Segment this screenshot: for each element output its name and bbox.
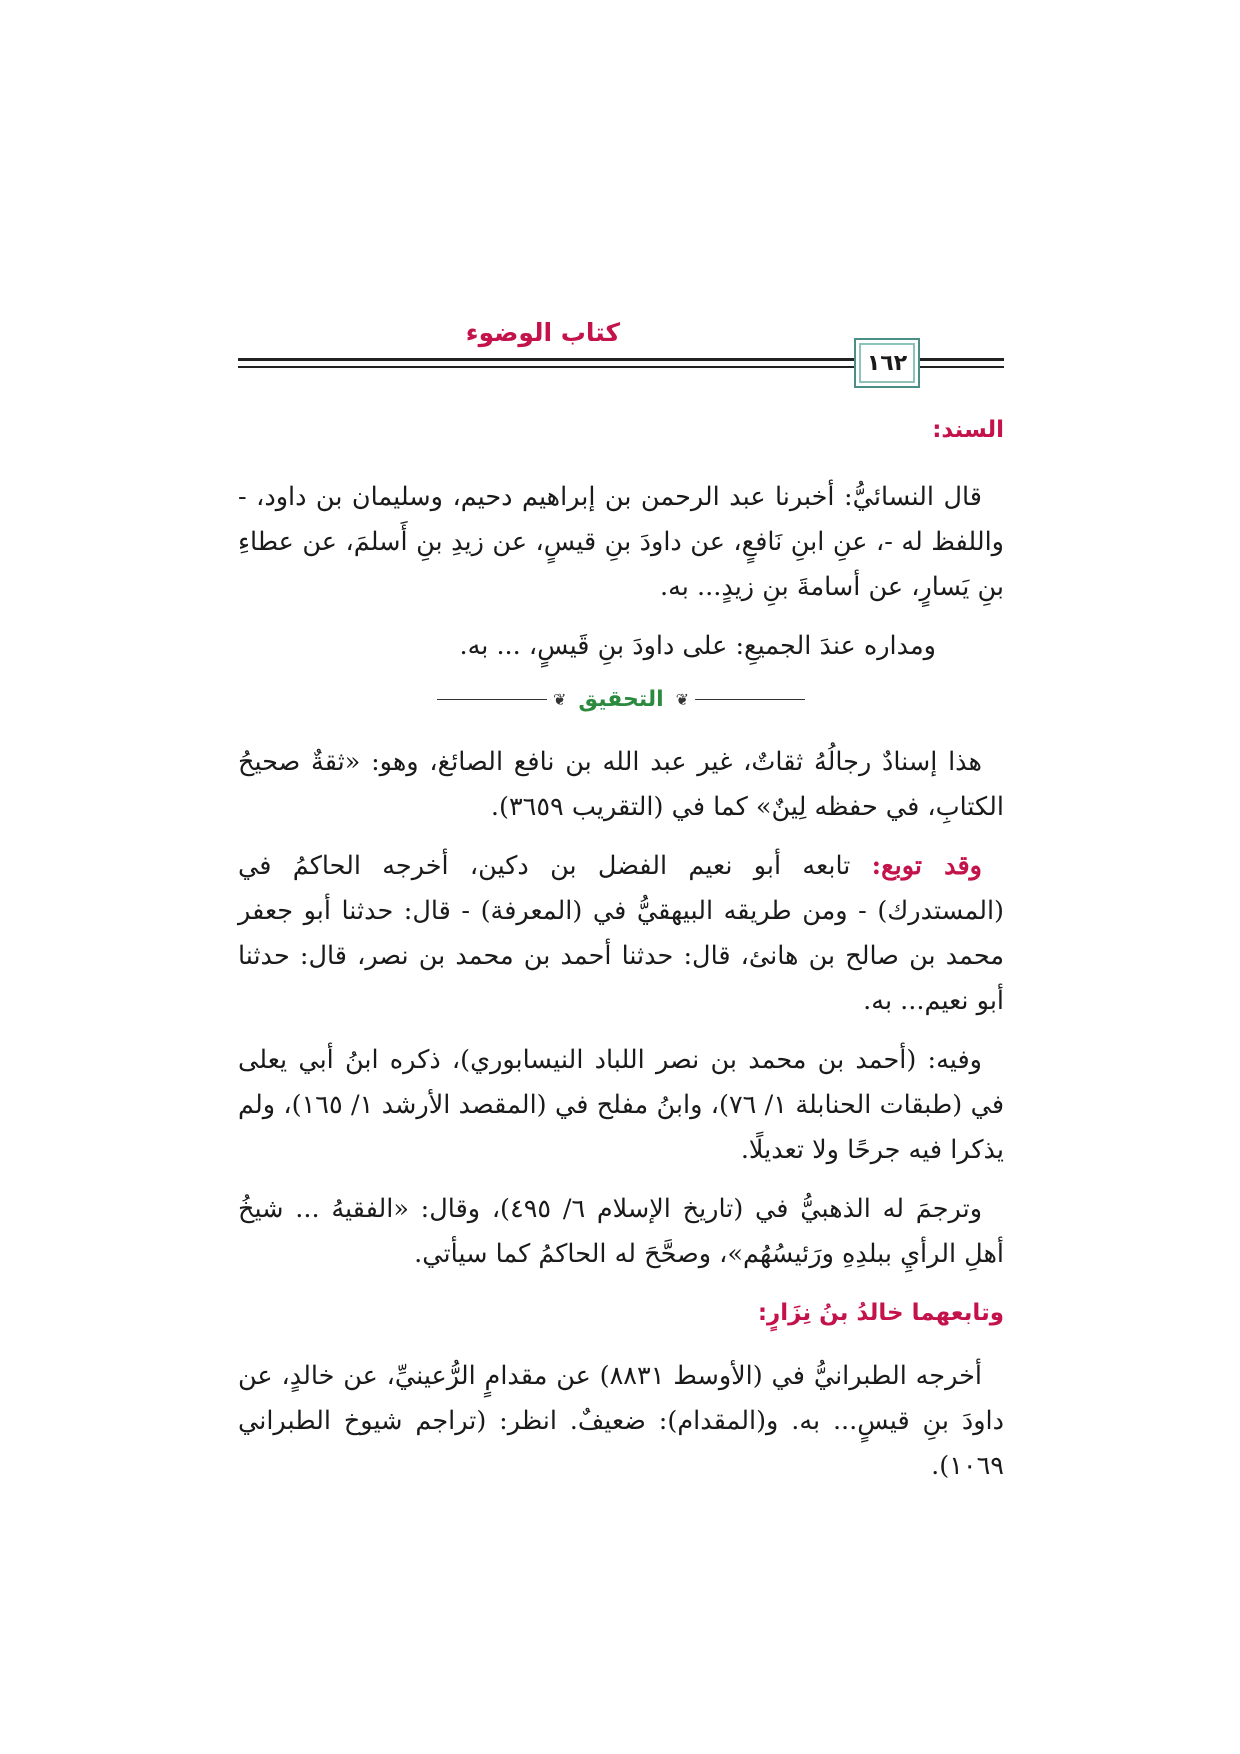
section-heading-tahqiq: التحقيق — [578, 687, 664, 712]
section-heading-khalid: وتابعهما خالدُ بنُ نِزَارٍ: — [757, 1300, 1004, 1326]
page-number: ١٦٢ — [866, 350, 908, 376]
book-title: كتاب الوضوء — [465, 318, 620, 347]
tahqiq-paragraph-3: وفيه: (أحمد بن محمد بن نصر اللباد النيسابوري)، ذكره ابنُ أبي يعلى في (طبقات الحنابلة ١/ ٧٦)، وابنُ مفلح في (المقصد الأرشد ١/ ١٦٥)، ولم يذكرا فيه جرحًا ولا تعديلًا. — [238, 1045, 1005, 1165]
tahqiq-paragraph-2-text: تابعه أبو نعيم الفضل بن دكين، أخرجه الحاكمُ في (المستدرك) - ومن طريقه البيهقيُّ في (المعرفة) - قال: حدثنا أبو جعفر محمد بن صالح بن هانئ، قال: حدثنا أحمد بن محمد بن نصر، قال: حدثنا أبو نعيم... به. — [238, 851, 1004, 1016]
sanad-paragraph: قال النسائيُّ: أخبرنا عبد الرحمن بن إبراهيم دحيم، وسليمان بن داود، - واللفظ له -، عنِ ابنِ نَافعٍ، عن داودَ بنِ قيسٍ، عن زيدِ بنِ أَسلمَ، عن عطاءِ بنِ يَسارٍ، عن أسامةَ بنِ زيدٍ... به. — [238, 482, 1004, 602]
page-header — [238, 318, 1004, 390]
madar-paragraph: ومداره عندَ الجميعِ: على داودَ بنِ قَيسٍ، ... به. — [459, 631, 936, 661]
divider-line-left — [437, 699, 547, 701]
ornament-icon: ❦ — [552, 690, 567, 709]
divider-line-right — [695, 699, 805, 701]
inline-heading-wa-qad-tubi: وقد توبع: — [871, 851, 982, 881]
ornament-icon: ❦ — [675, 690, 690, 709]
page-number-badge — [854, 338, 920, 388]
tahqiq-paragraph-4: وترجمَ له الذهبيُّ في (تاريخ الإسلام ٦/ ٤٩٥)، وقال: «الفقيهُ ... شيخُ أهلِ الرأيِ ببلدِهِ ورَئيسُهُم»، وصحَّحَ له الحاكمُ كما سيأتي. — [238, 1194, 1004, 1269]
tahqiq-paragraph-2 — [238, 844, 1004, 1024]
tahqiq-divider — [238, 677, 1004, 722]
page-body — [238, 408, 1004, 1503]
tahqiq-paragraph-1: هذا إسنادٌ رجالُهُ ثقاتٌ، غير عبد الله بن نافع الصائغ، وهو: «ثقةٌ صحيحُ الكتابِ، في حفظه لِينٌ» كما في (التقريب ٣٦٥٩). — [238, 747, 1004, 822]
section-heading-sanad: السند: — [932, 417, 1004, 443]
tahqiq-paragraph-5: أخرجه الطبرانيُّ في (الأوسط ٨٨٣١) عن مقدامٍ الرُّعينيِّ، عن خالدٍ، عن داودَ بنِ قيسٍ... به. و(المقدام): ضعيفٌ. انظر: (تراجم شيوخ الطبراني ١٠٦٩). — [238, 1361, 1004, 1481]
